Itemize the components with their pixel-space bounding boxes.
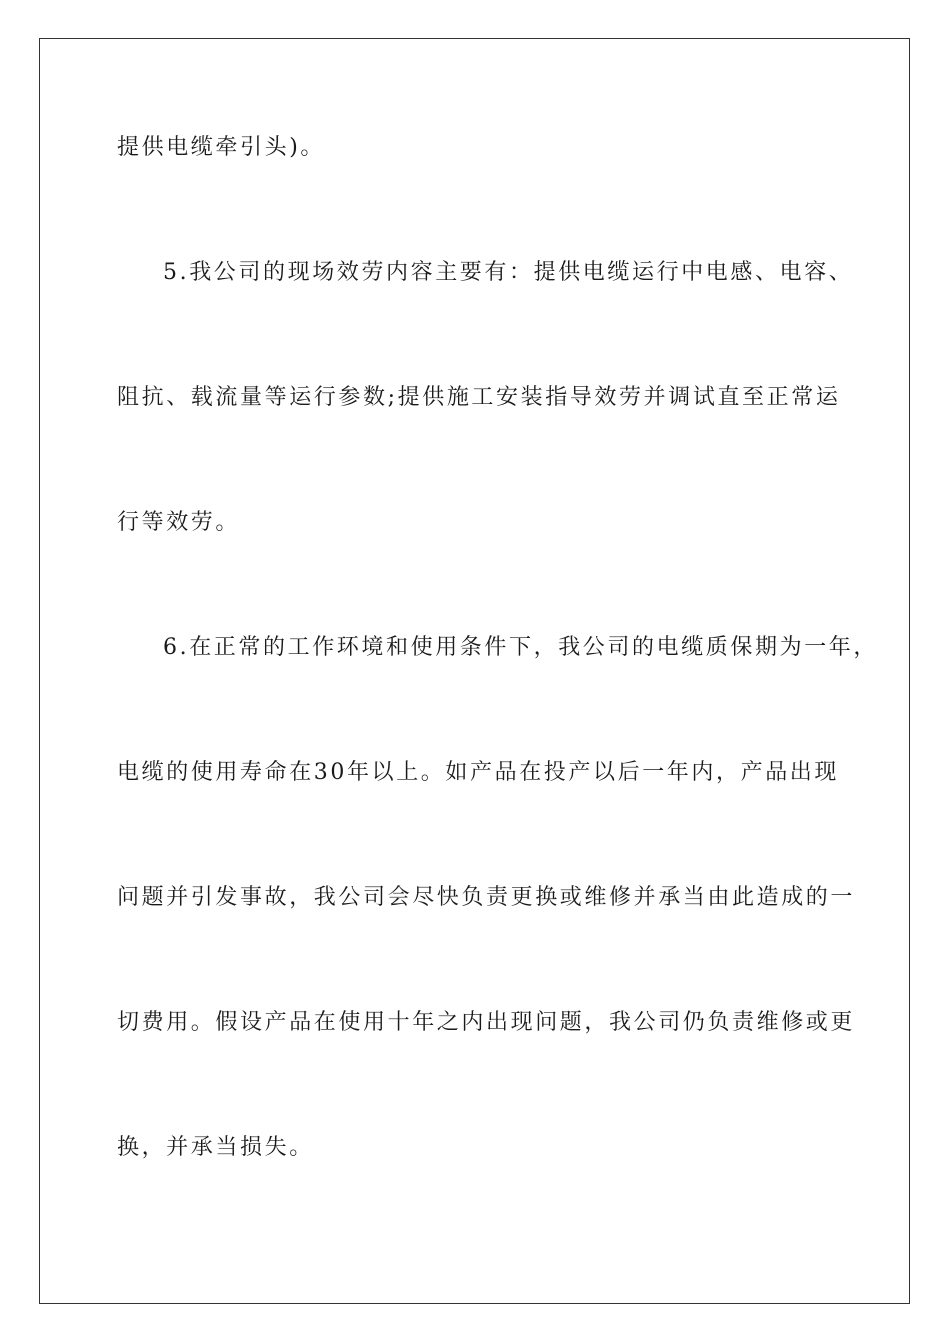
- text-line: 换，并承当损失。: [117, 1135, 314, 1160]
- text-line: 电缆的使用寿命在30年以上。如产品在投产以后一年内，产品出现: [117, 760, 839, 785]
- text-line: 切费用。假设产品在使用十年之内出现问题，我公司仍负责维修或更: [117, 1010, 856, 1035]
- text-line: 6.在正常的工作环境和使用条件下，我公司的电缆质保期为一年，: [163, 635, 878, 660]
- text-line: 问题并引发事故，我公司会尽快负责更换或维修并承当由此造成的一: [117, 885, 856, 910]
- text-line: 5.我公司的现场效劳内容主要有：提供电缆运行中电感、电容、: [163, 260, 854, 285]
- text-line: 提供电缆牵引头)。: [117, 135, 325, 160]
- text-line: 行等效劳。: [117, 510, 241, 535]
- text-line: 阻抗、载流量等运行参数;提供施工安装指导效劳并调试直至正常运: [117, 385, 841, 410]
- page-frame: [39, 38, 910, 1304]
